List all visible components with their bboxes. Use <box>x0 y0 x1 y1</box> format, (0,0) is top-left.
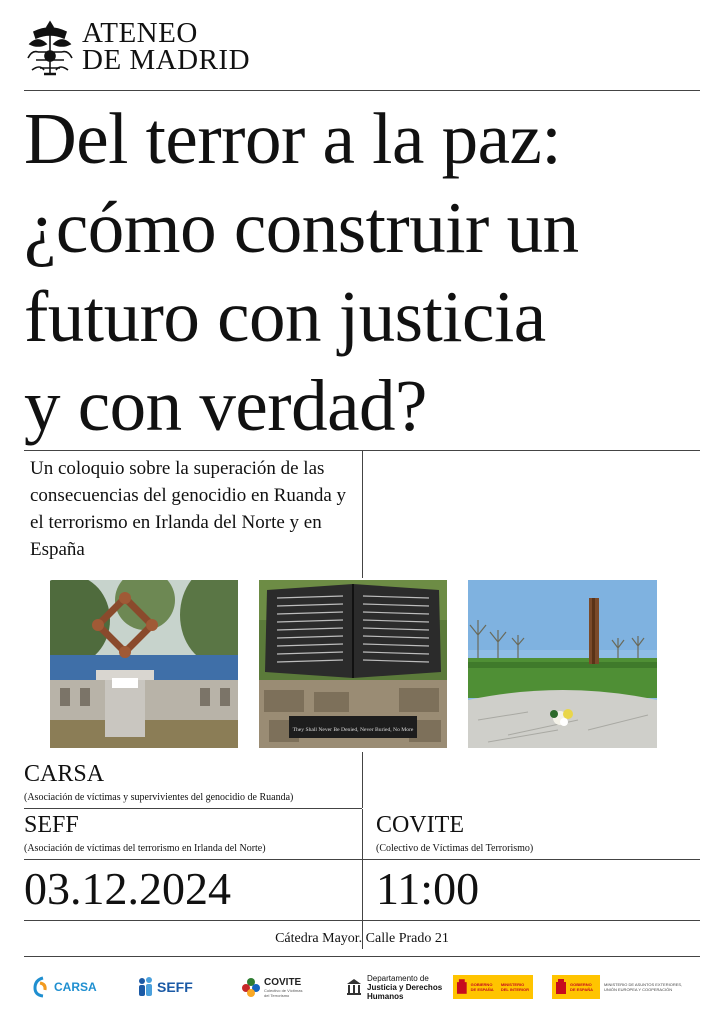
org-covite-name: COVITE <box>376 812 464 838</box>
footer-logo-dept-justice <box>345 973 442 1001</box>
rule-orgs <box>24 808 362 809</box>
rule-above-footer <box>24 956 700 957</box>
footer-dept-line-3: Humanos <box>367 991 404 1001</box>
title-line-2: ¿cómo construir un <box>24 187 579 268</box>
title-line-4: y con verdad? <box>24 365 427 446</box>
rule-orgs-right-spacer <box>362 808 700 809</box>
rule-above-venue <box>24 920 700 921</box>
covite-flower-icon <box>241 976 261 998</box>
ateneo-crest-logo <box>24 18 76 78</box>
footer-covite-subtext: Colectivo de Víctimas del Terrorismo <box>264 987 303 998</box>
ateneo-brand <box>82 17 251 76</box>
footer-logo-covite <box>241 973 304 1001</box>
footer-gov1-b: MINISTERIO DEL INTERIOR <box>500 982 530 992</box>
footer-gov2-b: MINISTERIO DE ASUNTOS EXTERIORES, UNIÓN EUROPEA Y COOPERACIÓN <box>604 982 683 992</box>
org-seff-name: SEFF <box>24 812 79 838</box>
brand-line-2: DE MADRID <box>82 44 251 76</box>
footer-covite-text: COVITE <box>264 976 302 988</box>
photo-steel-monument <box>468 580 657 748</box>
spain-coat-of-arms-icon-2 <box>555 979 567 995</box>
spain-coat-of-arms-icon <box>456 979 468 995</box>
rule-above-date <box>24 859 700 860</box>
page-title <box>24 94 714 450</box>
footer-dept-line-1: Departamento de <box>367 973 429 983</box>
carsa-mark-icon <box>31 976 51 998</box>
footer-logo-ministerio-exteriores <box>552 973 686 1001</box>
event-time: 11:00 <box>376 863 480 914</box>
footer-logo-ministerio-interior <box>453 973 533 1001</box>
event-venue: Cátedra Mayor. Calle Prado 21 <box>275 931 449 946</box>
footer-logo-carsa <box>31 973 97 1001</box>
photo-stone-book <box>259 580 447 748</box>
footer-carsa-text: CARSA <box>54 980 97 994</box>
footer-logo-seff <box>137 973 193 1001</box>
title-line-3: futuro con justicia <box>24 276 546 357</box>
footer-seff-text: SEFF <box>157 979 193 995</box>
photo-hands-monument <box>50 580 238 748</box>
org-seff-description: (Asociación de víctimas del terrorismo en Irlanda del Norte) <box>24 843 266 854</box>
title-line-1: Del terror a la paz: <box>24 98 562 179</box>
footer-gov2-a: GOBIERNO DE ESPAÑA <box>570 982 594 992</box>
org-covite-description: (Colectivo de Víctimas del Terrorismo) <box>376 843 534 854</box>
rule-top <box>24 90 700 91</box>
seff-figures-icon <box>137 976 155 998</box>
footer-dept-line-2: Justicia y Derechos <box>367 982 443 992</box>
photo-plaque-text: They Shall Never Be Denied, Never Buried, No More <box>292 727 414 733</box>
subtitle: Un coloquio sobre la superación de las consecuencias del genocidio en Ruanda y el terrorismo en Irlanda del Norte y en España <box>30 458 347 560</box>
divider-subtitle <box>362 450 363 578</box>
org-carsa-description: (Asociación de víctimas y supervivientes del genocidio de Ruanda) <box>24 792 294 803</box>
gov-building-icon <box>345 977 363 997</box>
footer-gov1-a: GOBIERNO DE ESPAÑA <box>470 982 494 992</box>
org-carsa-name: CARSA <box>24 761 105 787</box>
event-date: 03.12.2024 <box>24 863 231 914</box>
brand-line-1: ATENEO <box>82 17 198 49</box>
